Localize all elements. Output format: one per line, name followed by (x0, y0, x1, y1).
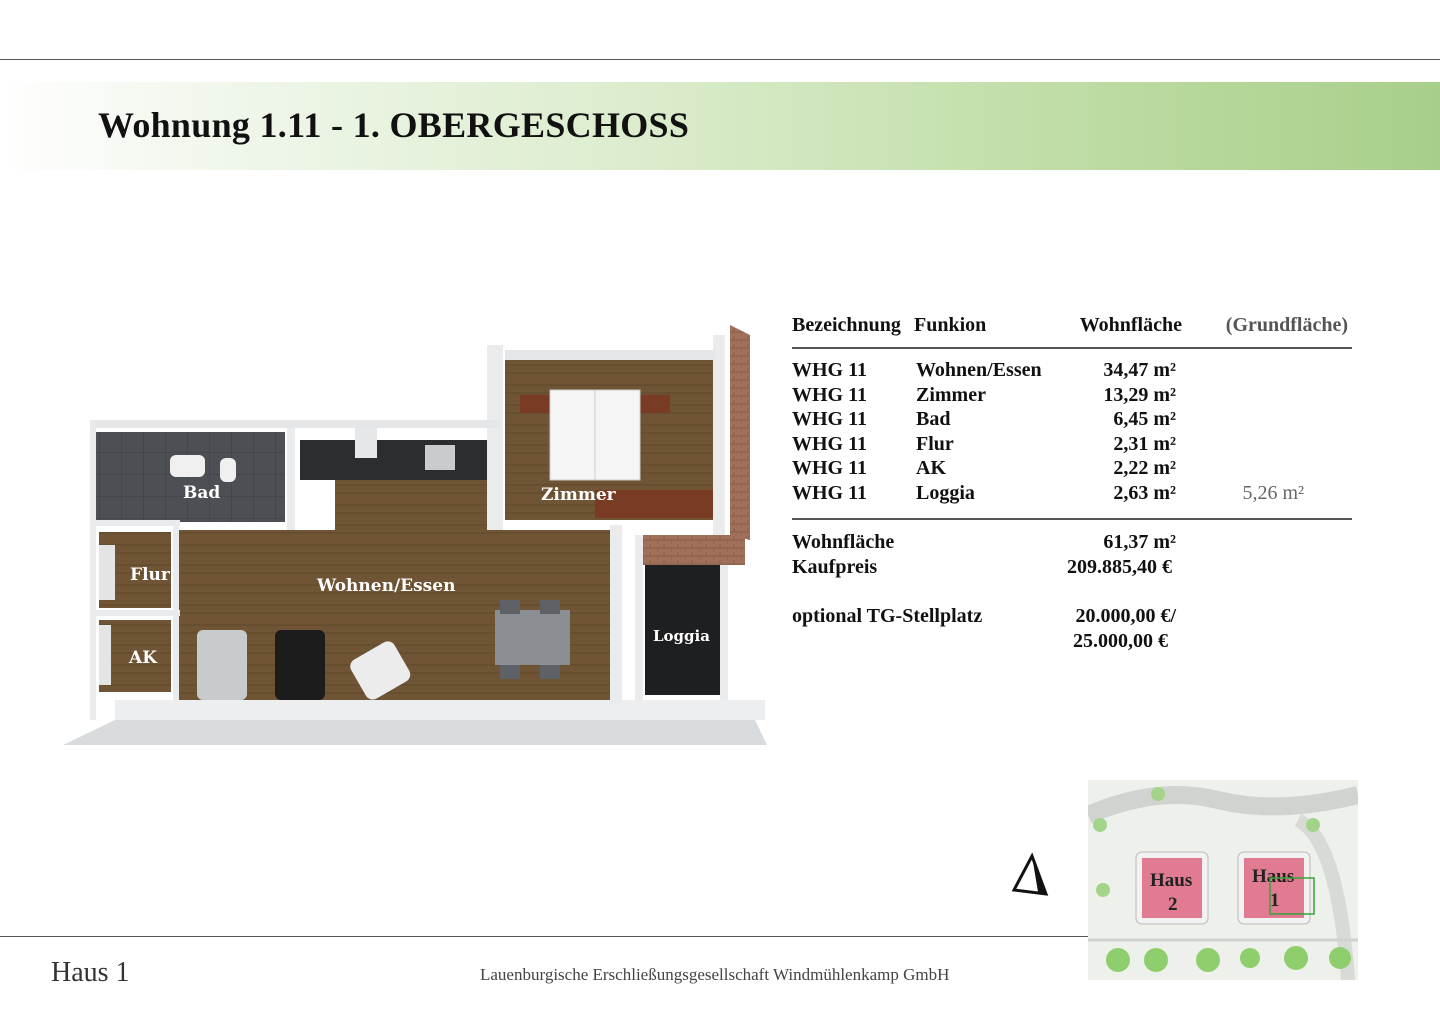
table-divider (792, 347, 1352, 349)
room-label-wohnen: Wohnen/Essen (317, 576, 456, 596)
table-header (792, 314, 1352, 338)
ottoman (275, 630, 325, 700)
floor-plan (55, 320, 770, 760)
brick-wall (730, 325, 750, 540)
table-row: WHG 11 AK 2,22 m² (792, 457, 1176, 479)
summary-wohnflaeche: Wohnfläche 61,37 m² (792, 531, 1176, 553)
header-grundflaeche: (Grundfläche) (1225, 314, 1348, 336)
table-divider (792, 518, 1352, 520)
room-label-bad: Bad (183, 483, 221, 503)
site-map (1088, 780, 1358, 980)
sofa (197, 630, 247, 700)
north-arrow-icon (1010, 852, 1050, 898)
room-label-zimmer: Zimmer (541, 485, 616, 505)
svg-text:2: 2 (1168, 894, 1178, 915)
room-label-loggia: Loggia (653, 627, 710, 645)
footer-company: Lauenburgische Erschließungsgesellschaft Windmühlenkamp GmbH (480, 965, 950, 984)
table-row: WHG 11 Zimmer 13,29 m² (792, 384, 1176, 406)
table-row: WHG 11 Loggia 2,63 m² 5,26 m² (792, 482, 1304, 504)
header-wohnflaeche: Wohnfläche (1079, 314, 1182, 336)
svg-text:Haus: Haus (1252, 866, 1295, 887)
room-label-ak: AK (129, 648, 157, 668)
footer-house: Haus 1 (51, 957, 130, 988)
svg-text:Haus: Haus (1150, 870, 1193, 891)
header-funktion: Funkion (914, 314, 987, 336)
top-rule (0, 59, 1440, 60)
summary-stellplatz-alt: 25.000,00 € (1073, 630, 1168, 652)
kitchen-counter (300, 440, 490, 480)
title-banner (0, 82, 1440, 170)
table-row: WHG 11 Wohnen/Essen 34,47 m² (792, 359, 1176, 381)
svg-text:1: 1 (1270, 890, 1280, 911)
summary-kaufpreis: Kaufpreis 209.885,40 € (792, 556, 1172, 578)
summary-stellplatz: optional TG-Stellplatz 20.000,00 €/ (792, 605, 1176, 627)
wall-base (63, 720, 767, 745)
header-bezeichnung: Bezeichnung (792, 314, 901, 336)
room-label-flur: Flur (130, 565, 170, 585)
bottom-rule (0, 936, 1088, 937)
table-row: WHG 11 Flur 2,31 m² (792, 433, 1176, 455)
table-row: WHG 11 Bad 6,45 m² (792, 408, 1176, 430)
dining-table (495, 610, 570, 665)
page-title: Wohnung 1.11 - 1. OBERGESCHOSS (98, 105, 690, 145)
